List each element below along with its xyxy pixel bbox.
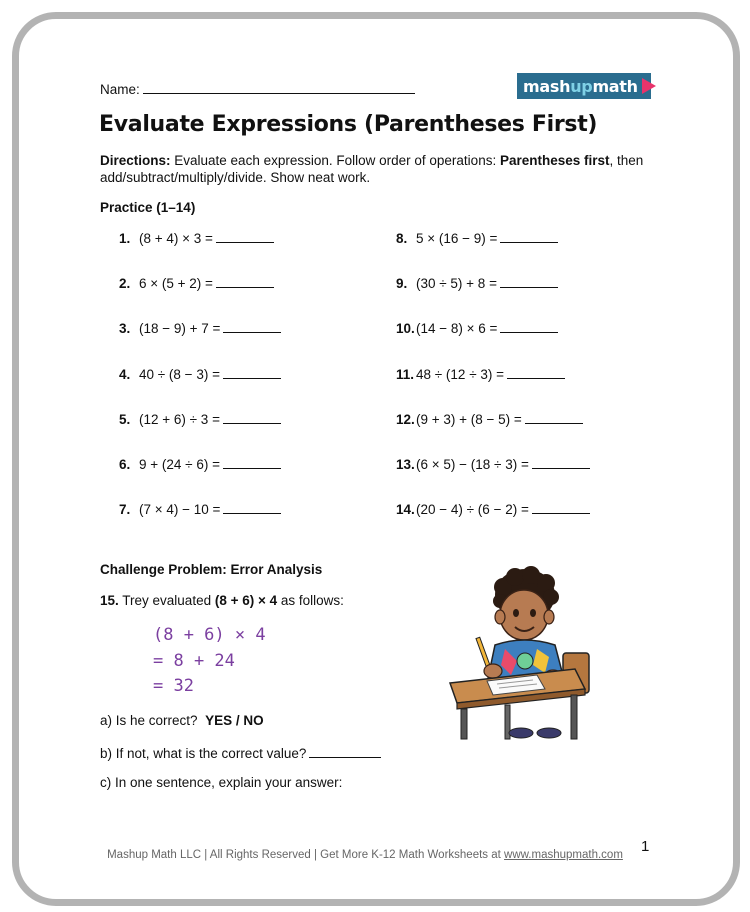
- answer-blank[interactable]: [223, 320, 281, 333]
- student-work-line-2: = 8 + 24: [153, 651, 235, 671]
- problem-5: [119, 411, 281, 427]
- problem-number: 3.: [119, 321, 131, 336]
- directions: [100, 152, 660, 186]
- student-work-line-3: = 32: [153, 676, 194, 696]
- problem-intro: Trey evaluated: [118, 593, 215, 608]
- mashupmath-logo: [517, 73, 651, 99]
- problem-expression: (6 × 5) − (18 ÷ 3) =: [416, 457, 529, 472]
- problem-4: [119, 366, 281, 382]
- problem-expression: (14 − 8) × 6 =: [416, 321, 498, 336]
- play-arrow-icon: [642, 78, 656, 94]
- problem-number: 4.: [119, 367, 131, 382]
- answer-blank[interactable]: [532, 456, 590, 469]
- problem-expression: (7 × 4) − 10 =: [139, 502, 221, 517]
- problem-8: [396, 230, 558, 246]
- footer-link[interactable]: www.mashupmath.com: [504, 849, 623, 861]
- answer-blank[interactable]: [500, 230, 558, 243]
- problem-expression: 6 × (5 + 2) =: [139, 276, 213, 291]
- problem-1: [119, 230, 274, 246]
- problem-14: [396, 501, 590, 517]
- question-a-text: a) Is he correct?: [100, 713, 198, 728]
- problem-intro-end: as follows:: [277, 593, 344, 608]
- problem-expression: (8 + 4) × 3 =: [139, 231, 213, 246]
- answer-blank[interactable]: [223, 411, 281, 424]
- problem-number: 11.: [396, 367, 415, 382]
- student-at-desk-illustration: [445, 565, 595, 740]
- problem-expression: 48 ÷ (12 ÷ 3) =: [416, 367, 504, 382]
- problem-number: 10.: [396, 321, 415, 336]
- problem-expression: (30 ÷ 5) + 8 =: [416, 276, 497, 291]
- directions-bold: Parentheses first: [499, 153, 610, 168]
- answer-blank[interactable]: [500, 275, 558, 288]
- directions-label: Directions:: [100, 153, 171, 168]
- answer-blank[interactable]: [500, 320, 558, 333]
- problem-3: [119, 320, 281, 336]
- logo-text-mash: mash: [523, 76, 571, 96]
- name-line[interactable]: [143, 81, 415, 94]
- challenge-heading: Challenge Problem: Error Analysis: [100, 562, 323, 577]
- answer-blank[interactable]: [216, 275, 274, 288]
- problem-12: [396, 411, 583, 427]
- problem-expression: 9 + (24 ÷ 6) =: [139, 457, 220, 472]
- problem-number: 7.: [119, 502, 131, 517]
- answer-blank[interactable]: [525, 411, 583, 424]
- answer-blank[interactable]: [223, 501, 281, 514]
- problem-15: [100, 593, 344, 608]
- problem-number: 5.: [119, 412, 131, 427]
- name-label: Name:: [100, 82, 140, 97]
- yes-no-choice[interactable]: YES / NO: [205, 713, 264, 728]
- answer-blank[interactable]: [223, 456, 281, 469]
- question-b-text: b) If not, what is the correct value?: [100, 746, 307, 761]
- problem-number: 15.: [100, 593, 119, 608]
- footer-text: Mashup Math LLC | All Rights Reserved | Get More K-12 Math Worksheets at: [107, 849, 505, 861]
- question-c: [100, 775, 342, 790]
- problem-expression: (8 + 6) × 4: [214, 593, 278, 608]
- problem-10: [396, 320, 558, 336]
- problem-expression: (18 − 9) + 7 =: [139, 321, 221, 336]
- logo-text-up: up: [570, 76, 593, 96]
- question-b: [100, 745, 381, 761]
- answer-blank[interactable]: [223, 366, 281, 379]
- page-title: Evaluate Expressions (Parentheses First): [99, 112, 598, 137]
- answer-blank[interactable]: [309, 745, 381, 758]
- logo-text-math: math: [592, 76, 638, 96]
- problem-expression: (12 + 6) ÷ 3 =: [139, 412, 220, 427]
- question-a: [100, 713, 264, 728]
- problem-2: [119, 275, 274, 291]
- problem-expression: (9 + 3) + (8 − 5) =: [416, 412, 522, 427]
- problem-9: [396, 275, 558, 291]
- problem-11: [396, 366, 565, 382]
- problem-number: 12.: [396, 412, 415, 427]
- directions-text-2: , then add/subtract/multiply/divide. Show neat work.: [100, 153, 644, 185]
- footer: [0, 849, 730, 861]
- answer-blank[interactable]: [532, 501, 590, 514]
- problem-number: 13.: [396, 457, 415, 472]
- problem-number: 6.: [119, 457, 131, 472]
- page-number: 1: [641, 838, 650, 855]
- problem-expression: (20 − 4) ÷ (6 − 2) =: [416, 502, 529, 517]
- problem-expression: 5 × (16 − 9) =: [416, 231, 498, 246]
- name-field: [100, 81, 415, 97]
- question-c-text: c) In one sentence, explain your answer:: [100, 775, 343, 790]
- student-work-line-1: (8 + 6) × 4: [153, 625, 266, 645]
- directions-text-1: Evaluate each expression. Follow order of operations:: [170, 153, 500, 168]
- problem-expression: 40 ÷ (8 − 3) =: [139, 367, 220, 382]
- problem-13: [396, 456, 590, 472]
- problem-number: 14.: [396, 502, 415, 517]
- problem-number: 8.: [396, 231, 408, 246]
- problem-number: 9.: [396, 276, 408, 291]
- practice-heading: Practice (1–14): [100, 200, 196, 215]
- problem-7: [119, 501, 281, 517]
- problem-6: [119, 456, 281, 472]
- answer-blank[interactable]: [507, 366, 565, 379]
- problem-number: 2.: [119, 276, 131, 291]
- answer-blank[interactable]: [216, 230, 274, 243]
- problem-number: 1.: [119, 231, 131, 246]
